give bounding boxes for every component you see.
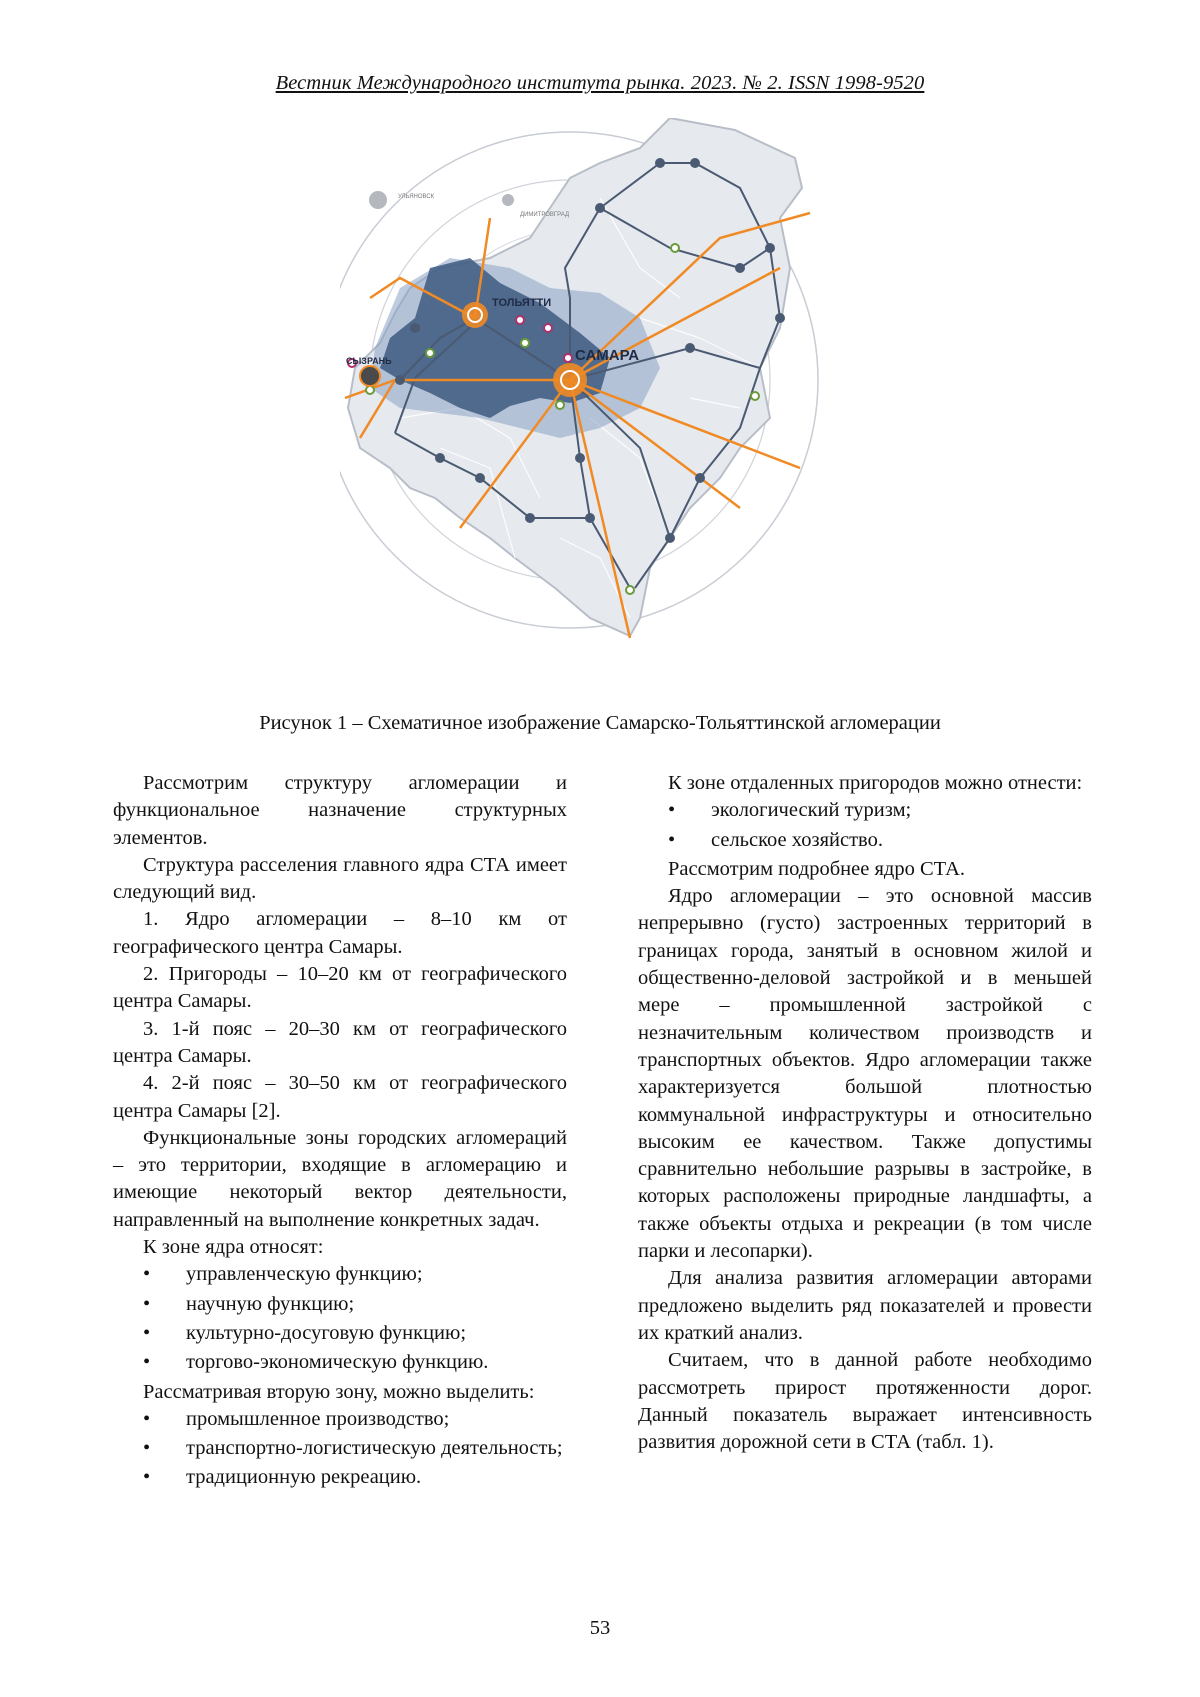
paragraph: Рассмотрим структуру агломерации и функциональное назначение структурных элементов.	[113, 772, 567, 849]
list-item: • промышленное производство;	[143, 1407, 450, 1430]
paragraph: Функциональные зоны городских агломераций – это территории, входящие в агломерацию и имеющие некоторый вектор деятельности, направленный на выполнение конкретных задач.	[113, 1126, 567, 1231]
tolyatti-marker	[462, 302, 488, 328]
list-item: • культурно-досуговую функцию;	[143, 1321, 467, 1344]
paragraph: Ядро агломерации – это основной массив непрерывно (густо) застроенных территорий в границах города, занятый в основном жилой и общественно-деловой застройкой и в меньшей мере – промышленной застройкой с незначительным количеством производств и транспортных объектов. Ядро агломерации также характеризуется большой плотностью коммунальной инфраструктуры и относительно высоким ее качеством. Также допустимы сравнительно небольшие разрывы в застройке, в которых расположены природные ландшафты, а также объекты отдыха и рекреации (в том числе парки и лесопарки).	[638, 885, 1092, 1263]
left-column	[113, 770, 567, 1494]
page-number: 53	[589, 1617, 611, 1639]
right-column	[638, 770, 1092, 1456]
tolyatti-label: ТОЛЬЯТТИ	[492, 297, 552, 309]
samara-label: САМАРА	[575, 347, 640, 364]
paragraph: К зоне ядра относят:	[143, 1236, 324, 1259]
syzran-label: СЫЗРАНЬ	[346, 356, 392, 366]
list-item: • сельское хозяйство.	[668, 828, 883, 851]
list-item: • научную функцию;	[143, 1292, 355, 1315]
paragraph: 2. Пригороды – 10–20 км от географического центра Самары.	[113, 963, 567, 1013]
paragraph: 3. 1-й пояс – 20–30 км от географического центра Самары.	[113, 1017, 567, 1067]
list-item: • торгово-экономическую функцию.	[143, 1351, 489, 1374]
ulyanovsk-label: УЛЬЯНОВСК	[398, 194, 435, 200]
list-item: • традиционную рекреацию.	[143, 1466, 422, 1489]
list-item: • управленческую функцию;	[143, 1263, 423, 1286]
list-item: • транспортно-логистическую деятельность;	[143, 1437, 563, 1460]
ulyanovsk-marker	[369, 191, 387, 209]
journal-header: Вестник Международного института рынка. 2023. № 2. ISSN 1998-9520	[275, 72, 925, 94]
paragraph: Структура расселения главного ядра СТА имеет следующий вид.	[113, 853, 567, 904]
core-zone-functions-list	[113, 1261, 567, 1376]
paragraph: Для анализа развития агломерации авторами предложено выделить ряд показателей и провести их краткий анализ.	[638, 1267, 1092, 1344]
paragraph: К зоне отдаленных пригородов можно отнести:	[668, 772, 1083, 794]
figure-caption: Рисунок 1 – Схематичное изображение Самарско-Тольяттинской агломерации	[259, 712, 941, 734]
samara-marker	[553, 363, 587, 397]
agglomeration-map-figure	[340, 118, 900, 698]
syzran-marker	[360, 366, 380, 386]
second-zone-functions-list	[113, 1406, 567, 1492]
dimitrovgrad-label: ДИМИТРОВГРАД	[520, 212, 570, 218]
paragraph: Рассматривая вторую зону, можно выделить:	[143, 1380, 535, 1403]
list-item: • экологический туризм;	[668, 799, 912, 822]
paragraph: Рассмотрим подробнее ядро СТА.	[668, 857, 966, 880]
remote-suburbs-list	[638, 797, 1092, 854]
paragraph: 1. Ядро агломерации – 8–10 км от географического центра Самары.	[113, 908, 567, 958]
agglomeration-map	[340, 118, 900, 698]
dimitrovgrad-marker	[502, 194, 514, 206]
paragraph: Считаем, что в данной работе необходимо рассмотреть прирост протяженности дорог. Данный показатель выражает интенсивность развития дорожной сети в СТА (табл. 1).	[638, 1349, 1092, 1454]
paragraph: 4. 2-й пояс – 30–50 км от географического центра Самары [2].	[113, 1072, 567, 1122]
